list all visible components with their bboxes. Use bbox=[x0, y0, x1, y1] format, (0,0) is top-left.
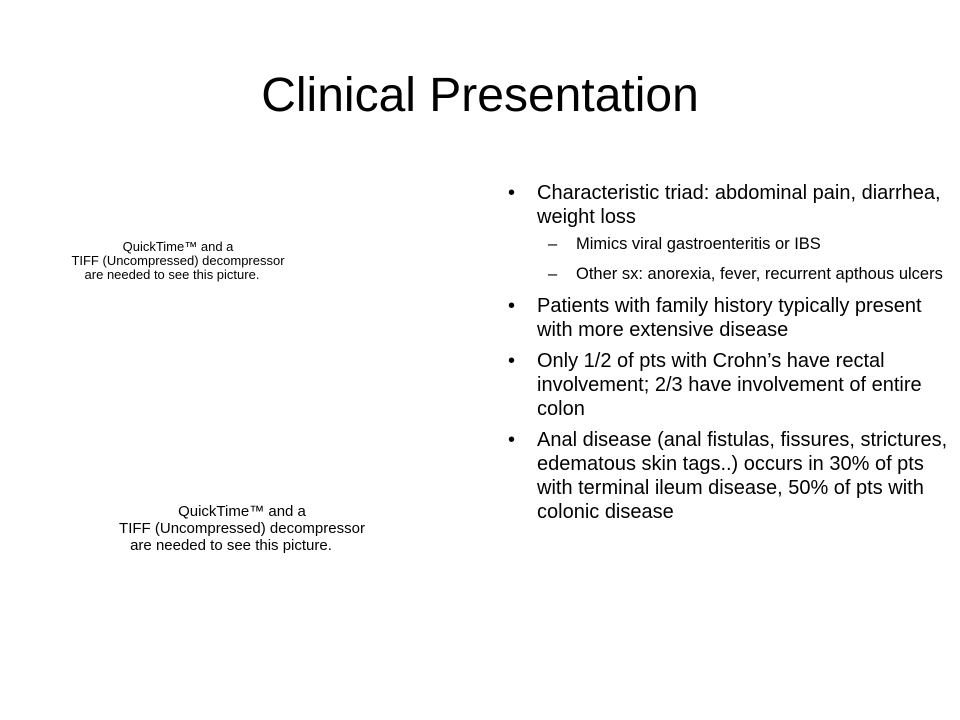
placeholder-line: TIFF (Uncompressed) decompressor bbox=[71, 253, 285, 268]
sub-bullet-marker: – bbox=[548, 235, 558, 253]
bullet-marker: • bbox=[508, 350, 516, 372]
bullet-marker: • bbox=[508, 295, 516, 317]
bullet-marker: • bbox=[508, 182, 516, 204]
placeholder-line: are needed to see this picture. bbox=[84, 267, 260, 282]
image-placeholder bbox=[104, 503, 380, 554]
bullet-item bbox=[508, 349, 948, 421]
slide-title: Clinical Presentation bbox=[261, 69, 699, 122]
placeholder-line: QuickTime™ and a bbox=[178, 503, 306, 520]
bullet-text: Characteristic triad: abdominal pain, diarrhea, weight loss bbox=[537, 182, 941, 228]
bullet-text: Only 1/2 of pts with Crohn’s have rectal involvement; 2/3 have involvement of entire colon bbox=[537, 350, 922, 420]
bullet-item bbox=[508, 181, 948, 284]
bullet-item bbox=[508, 428, 948, 524]
sub-bullet-list bbox=[508, 234, 948, 284]
bullet-text: Anal disease (anal fistulas, fissures, strictures, edematous skin tags..) occurs in 30% of pts with terminal ileum disease, 50% of pts with colonic disease bbox=[537, 429, 948, 523]
image-placeholder bbox=[60, 240, 296, 282]
sub-bullet-text: Other sx: anorexia, fever, recurrent apthous ulcers bbox=[576, 265, 943, 283]
bullet-item bbox=[508, 294, 948, 342]
bullet-list bbox=[508, 181, 948, 531]
sub-bullet-item bbox=[508, 234, 948, 254]
placeholder-line: QuickTime™ and a bbox=[122, 239, 234, 254]
bullet-marker: • bbox=[508, 429, 516, 451]
sub-bullet-text: Mimics viral gastroenteritis or IBS bbox=[576, 235, 821, 253]
sub-bullet-item bbox=[508, 264, 948, 284]
bullet-text: Patients with family history typically present with more extensive disease bbox=[537, 295, 922, 341]
sub-bullet-marker: – bbox=[548, 265, 558, 283]
placeholder-line: TIFF (Uncompressed) decompressor bbox=[119, 520, 365, 537]
placeholder-line: are needed to see this picture. bbox=[130, 537, 332, 554]
